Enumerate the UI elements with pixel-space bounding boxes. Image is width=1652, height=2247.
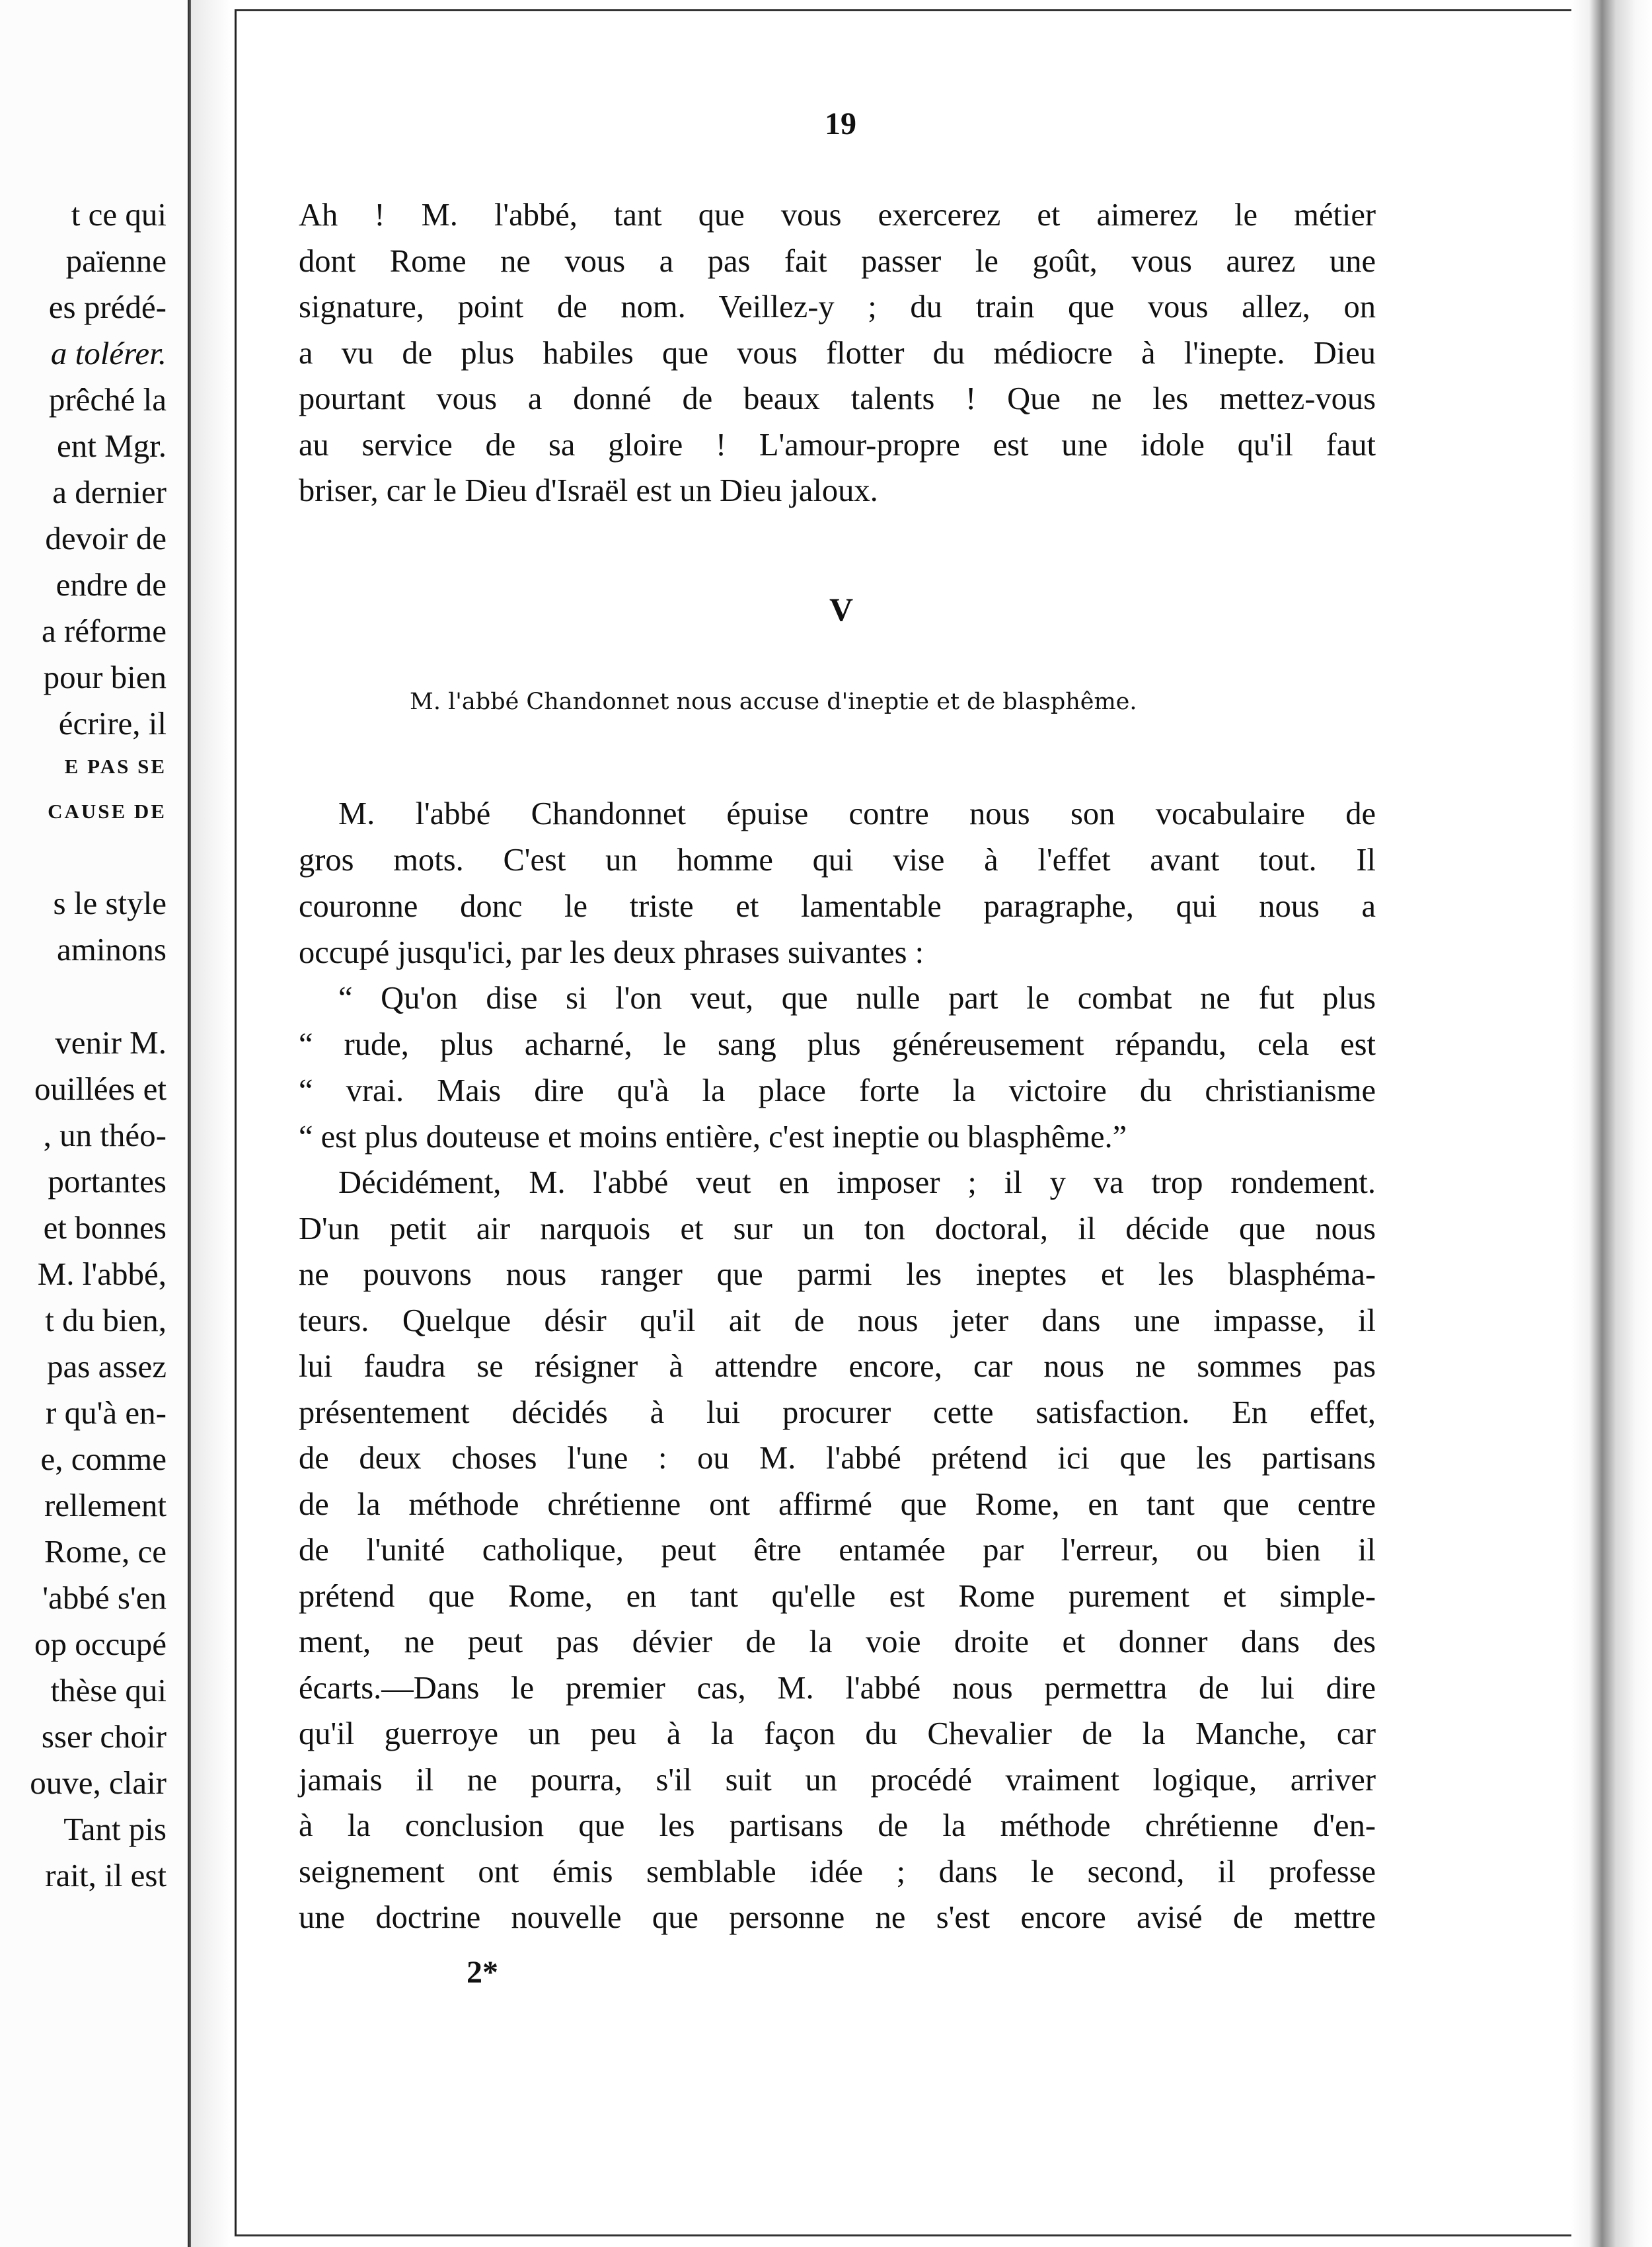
left-page-line: Rome, ce [44,1533,167,1570]
paragraph-3-line: jamais il ne pourra, s'il suit un procédé vraiment logique, arriver [299,1763,1376,1798]
paragraph-2-line: occupé jusqu'ici, par les deux phrases suivantes : [299,935,924,970]
left-page-line: Tant pis [63,1811,167,1847]
left-page-line: rait, il est [45,1857,167,1893]
left-page-line: t du bien, [45,1302,167,1338]
paragraph-1-line: a vu de plus habiles que vous flotter du médiocre à l'inepte. Dieu [299,336,1376,371]
left-page-line: portantes [48,1163,167,1200]
left-page-line: écrire, il [58,705,167,742]
right-page-edge [1571,0,1652,2247]
paragraph-1-line: signature, point de nom. Veillez-y ; du train que vous allez, on [299,289,1376,324]
paragraph-3-line: prétend que Rome, en tant qu'elle est Rome purement et simple- [299,1579,1376,1614]
paragraph-2-line: M. l'abbé Chandonnet épuise contre nous son vocabulaire de [338,796,1376,831]
paragraph-3-line: seignement ont émis semblable idée ; dans le second, il professe [299,1854,1376,1889]
paragraph-1-line: pourtant vous a donné de beaux talents ! Que ne les mettez-vous [299,381,1376,416]
left-page-line: 'abbé s'en [42,1580,167,1616]
paragraph-3-line: qu'il guerroye un peu à la façon du Chevalier de la Manche, car [299,1716,1376,1751]
paragraph-3-line: une doctrine nouvelle que personne ne s'est encore avisé de mettre [299,1900,1376,1935]
left-page-line: rellement [44,1487,167,1523]
page-gutter [191,0,231,2247]
left-page-line: es prédé- [48,289,167,325]
left-page-line: a tolérer. [50,335,167,371]
paragraph-3-line: à la conclusion que les partisans de la méthode chrétienne d'en- [299,1808,1376,1843]
left-page-line: païenne [65,243,167,279]
left-page-line: aminons [56,931,167,968]
left-page-line: prêché la [48,381,167,418]
paragraph-3-line: de l'unité catholique, peut être entamée par l'erreur, ou bien il [299,1533,1376,1568]
quote-line: “ Qu'on dise si l'on veut, que nulle part le combat ne fut plus [338,981,1376,1016]
left-page-line: venir M. [55,1024,167,1061]
left-facing-page [0,0,198,2247]
left-page-line: M. l'abbé, [37,1256,167,1292]
quote-line: “ rude, plus acharné, le sang plus généreusement répandu, cela est [299,1027,1376,1062]
left-page-line: E PAS SE [64,755,167,778]
paragraph-3-line: de la méthode chrétienne ont affirmé que Rome, en tant que centre [299,1487,1376,1522]
left-page-line: a réforme [41,613,167,649]
left-page-line: et bonnes [43,1209,167,1246]
page-number: 19 [825,106,856,141]
left-page-line: ent Mgr. [56,428,167,464]
left-page-line: a dernier [52,474,167,510]
left-page-line: op occupé [34,1626,167,1662]
left-page-line: sser choir [41,1718,167,1755]
section-title: M. l'abbé Chandonnet nous accuse d'ineptie et de blasphême. [410,689,1137,715]
left-page-line: pour bien [43,659,167,695]
left-page-line: endre de [56,566,167,603]
paragraph-2-line: couronne donc le triste et lamentable paragraphe, qui nous a [299,889,1376,924]
left-page-line: devoir de [45,520,167,556]
paragraph-1-line: au service de sa gloire ! L'amour-propre est une idole qu'il faut [299,428,1376,463]
left-page-line: r qu'à en- [46,1394,167,1431]
left-page-line: s le style [53,885,167,921]
paragraph-1-line: Ah ! M. l'abbé, tant que vous exercerez et aimerez le métier [299,198,1376,233]
paragraph-3-line: de deux choses l'une : ou M. l'abbé prétend ici que les partisans [299,1441,1376,1476]
paragraph-3-line: Décidément, M. l'abbé veut en imposer ; il y va trop rondement. [338,1165,1376,1200]
paragraph-1-line: briser, car le Dieu d'Israël est un Dieu jaloux. [299,473,878,508]
left-page-line: thèse qui [50,1672,167,1708]
paragraph-3-line: lui faudra se résigner à attendre encore, car nous ne sommes pas [299,1349,1376,1384]
paragraph-2-line: gros mots. C'est un homme qui vise à l'effet avant tout. Il [299,843,1376,878]
paragraph-3-line: écarts.—Dans le premier cas, M. l'abbé nous permettra de lui dire [299,1671,1376,1706]
quote-line: “ vrai. Mais dire qu'à la place forte la victoire du christianisme [299,1073,1376,1108]
left-page-line: CAUSE DE [48,800,167,823]
paragraph-3-line: teurs. Quelque désir qu'il ait de nous jeter dans une impasse, il [299,1303,1376,1338]
paragraph-3-line: ment, ne peut pas dévier de la voie droite et donner dans des [299,1624,1376,1659]
left-page-line: , un théo- [43,1117,167,1153]
paragraph-3-line: présentement décidés à lui procurer cette satisfaction. En effet, [299,1395,1376,1430]
left-page-line: ouve, clair [30,1765,167,1801]
signature-mark: 2* [467,1955,498,1990]
left-page-line: ouillées et [34,1071,167,1107]
left-page-line: e, comme [40,1441,167,1477]
quote-line: “ est plus douteuse et moins entière, c'est ineptie ou blasphême.” [299,1120,1127,1155]
paragraph-3-line: D'un petit air narquois et sur un ton doctoral, il décide que nous [299,1211,1376,1246]
left-page-line: pas assez [47,1348,167,1385]
section-number: V [829,591,854,628]
left-page-line: t ce qui [71,196,167,233]
paragraph-3-line: ne pouvons nous ranger que parmi les ineptes et les blasphéma- [299,1257,1376,1292]
paragraph-1-line: dont Rome ne vous a pas fait passer le goût, vous aurez une [299,244,1376,279]
